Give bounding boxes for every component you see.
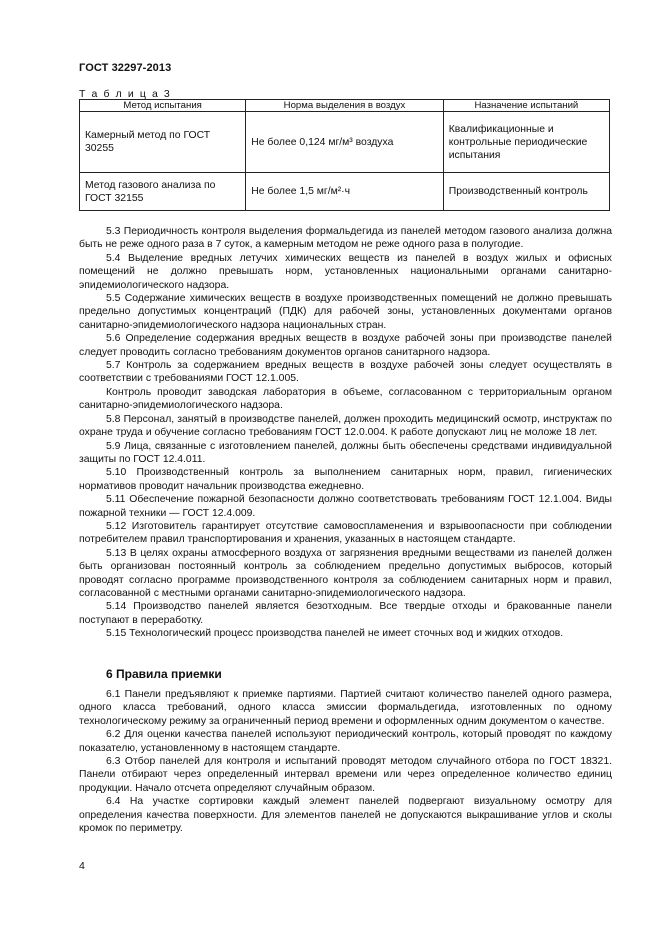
table-row [80, 173, 610, 211]
page-number: 4 [79, 860, 85, 872]
table-cell: Не более 0,124 мг/м³ воздуха [246, 112, 443, 173]
paragraph: 6.3 Отбор панелей для контроля и испытаний проводят методом случайного отбора по ГОСТ 18321. Панели отбирают через определенный интервал времени или через определенное количество единиц продукции. Начало отсчета определяют случайным образом. [79, 756, 612, 794]
paragraph: 5.14 Производство панелей является безотходным. Все твердые отходы и бракованные панели поступают в переработку. [79, 601, 612, 626]
table-header-row [80, 100, 610, 112]
paragraph: 5.7 Контроль за содержанием вредных веществ в воздухе рабочей зоны следует осуществлять в соответствии с требованиями ГОСТ 12.1.005. [79, 360, 612, 385]
section-heading: 6 Правила приемки [106, 667, 222, 681]
paragraph: 5.11 Обеспечение пожарной безопасности должно соответствовать требованиям ГОСТ 12.1.004. Виды пожарной техники — ГОСТ 12.4.009. [79, 494, 612, 519]
table-cell: Не более 1,5 мг/м²·ч [246, 173, 443, 211]
section6-body [79, 688, 612, 835]
paragraph: 6.4 На участке сортировки каждый элемент панелей подвергают визуальному осмотру для определения качества поверхности. Для элементов панелей не допускаются выкрашивание углов и сколы кромок по периметру. [79, 796, 612, 835]
paragraph: 5.3 Периодичность контроля выделения формальдегида из панелей методом газового анализа должна быть не реже одного раза в 7 суток, а камерным методом не реже одного раза в полугодие. [79, 226, 612, 251]
table-cell: Квалификационные и контрольные периодические испытания [443, 112, 609, 173]
document-code-header: ГОСТ 32297-2013 [79, 62, 172, 74]
table-caption: Т а б л и ц а 3 [79, 88, 172, 100]
paragraph: 5.4 Выделение вредных летучих химических веществ из панелей в воздух жилых и офисных помещений не должно превышать норм, установленных национальными органами санитарно-эпидемиологического надзора. [79, 252, 612, 291]
paragraph: 5.13 В целях охраны атмосферного воздуха от загрязнения вредными веществами из панелей должен быть организован постоянный контроль за соблюдением предельно допустимых выбросов, который проводят согласно программе производственного контроля за соблюдением санитарных норм и правил, согласованной с местными органами санитарно-эпидемиологического надзора. [79, 547, 612, 599]
paragraph: 5.9 Лица, связанные с изготовлением панелей, должны быть обеспечены средствами индивидуальной защиты по ГОСТ 12.4.011. [79, 440, 612, 465]
table-header-cell: Метод испытания [80, 100, 246, 112]
paragraph: Контроль проводит заводская лаборатория в объеме, согласованном с территориальным органом санитарно-эпидемиологического надзора. [79, 386, 612, 412]
paragraph: 5.15 Технологический процесс производства панелей не имеет сточных вод и жидких отходов. [106, 628, 564, 640]
table-cell: Производственный контроль [443, 173, 609, 211]
paragraph: 5.8 Персонал, занятый в производстве панелей, должен проходить медицинский осмотр, инструктаж по охране труда и обучение согласно требованиям ГОСТ 12.0.004. К работе допускают лиц не моложе 18 лет. [79, 413, 612, 439]
paragraph: 5.12 Изготовитель гарантирует отсутствие самовоспламенения и взрывоопасности при соблюдении потребителем правил транспортирования и хранения, указанных в настоящем стандарте. [79, 520, 612, 546]
table-header-cell: Назначение испытаний [443, 100, 609, 112]
table-cell: Метод газового анализа по ГОСТ 32155 [80, 173, 246, 211]
section5-body [79, 225, 612, 641]
paragraph: 5.10 Производственный контроль за выполнением санитарных норм, правил, гигиенических нормативов проводит начальник производства ежедневно. [79, 467, 612, 492]
table-row [80, 112, 610, 173]
paragraph: 6.1 Панели предъявляют к приемке партиями. Партией считают количество панелей одного размера, одного класса требований, одного класса эмиссии формальдегида, изготовленных по одному технологическому режиму за ограниченный период времени и оформленных одним документом о качестве. [79, 689, 612, 727]
table-header-cell: Норма выделения в воздух [246, 100, 443, 112]
paragraph: 6.2 Для оценки качества панелей используют периодический контроль, который проводят по каждому показателю, установленному в настоящем стандарте. [79, 729, 612, 754]
test-methods-table [79, 99, 610, 211]
table-cell: Камерный метод по ГОСТ 30255 [80, 112, 246, 173]
paragraph: 5.5 Содержание химических веществ в воздухе производственных помещений не должно превышать предельно допустимых концентраций (ПДК) для рабочей зоны, установленных документами органов санитарно-эпидемиологического надзора национальных стран. [79, 293, 612, 331]
paragraph: 5.6 Определение содержания вредных веществ в воздухе рабочей зоны при производстве панелей следует проводить согласно требованиям документов органов санитарного надзора. [79, 333, 612, 358]
